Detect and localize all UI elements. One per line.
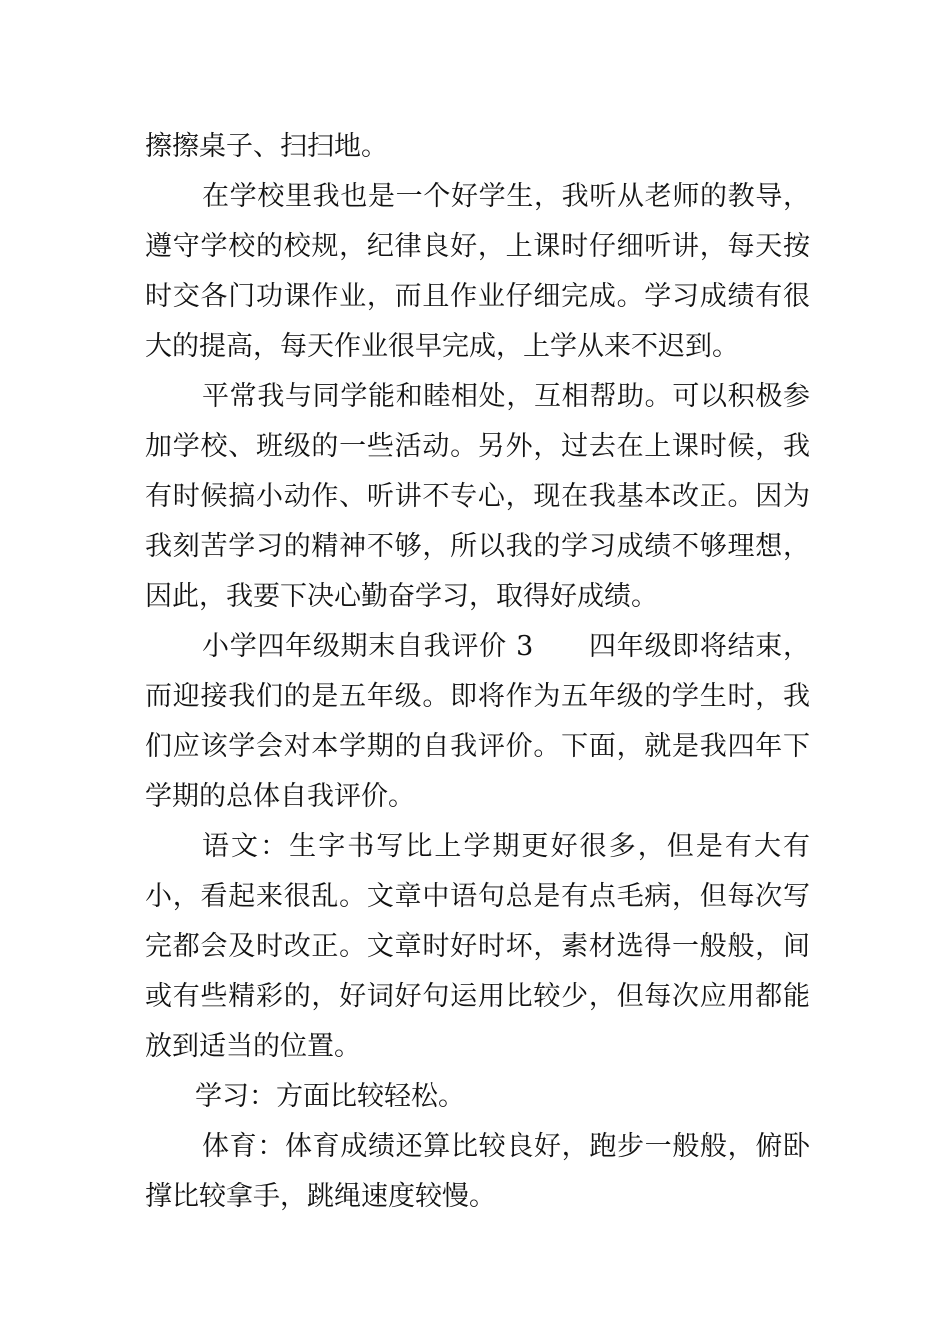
paragraph-sports: 体育：体育成绩还算比较良好，跑步一般般，俯卧撑比较拿手，跳绳速度较慢。 [145,1131,810,1212]
paragraph-school-behavior: 在学校里我也是一个好学生，我听从老师的教导，遵守学校的校规，纪律良好，上课时仔细听讲，每天按时交各门功课作业，而且作业仔细完成。学习成绩有很大的提高，每天作业很早完成，上学从来不迟到。 [145,181,810,362]
section-heading: 小学四年级期末自我评价 3 [202,631,534,662]
document-body [145,122,810,1222]
paragraph-continuation: 擦擦桌子、扫扫地。 [145,131,388,162]
paragraph-grade-four-evaluation [145,622,810,822]
paragraph-classmates: 平常我与同学能和睦相处，互相帮助。可以积极参加学校、班级的一些活动。另外，过去在上课时候，我有时候搞小动作、听讲不专心，现在我基本改正。因为我刻苦学习的精神不够，所以我的学习成绩不够理想，因此，我要下决心勤奋学习，取得好成绩。 [145,381,810,612]
heading-gap [533,631,589,662]
section-intro-text: 四年级即将结束，而迎接我们的是五年级。即将作为五年级的学生时，我们应该学会对本学期的自我评价。下面，就是我四年下学期的总体自我评价。 [145,631,811,812]
paragraph-study: 学习：方面比较轻松。 [195,1081,465,1112]
paragraph-chinese-subject: 语文：生字书写比上学期更好很多，但是有大有小，看起来很乱。文章中语句总是有点毛病，但每次写完都会及时改正。文章时好时坏，素材选得一般般，间或有些精彩的，好词好句运用比较少，但每次应用都能放到适当的位置。 [145,831,810,1062]
